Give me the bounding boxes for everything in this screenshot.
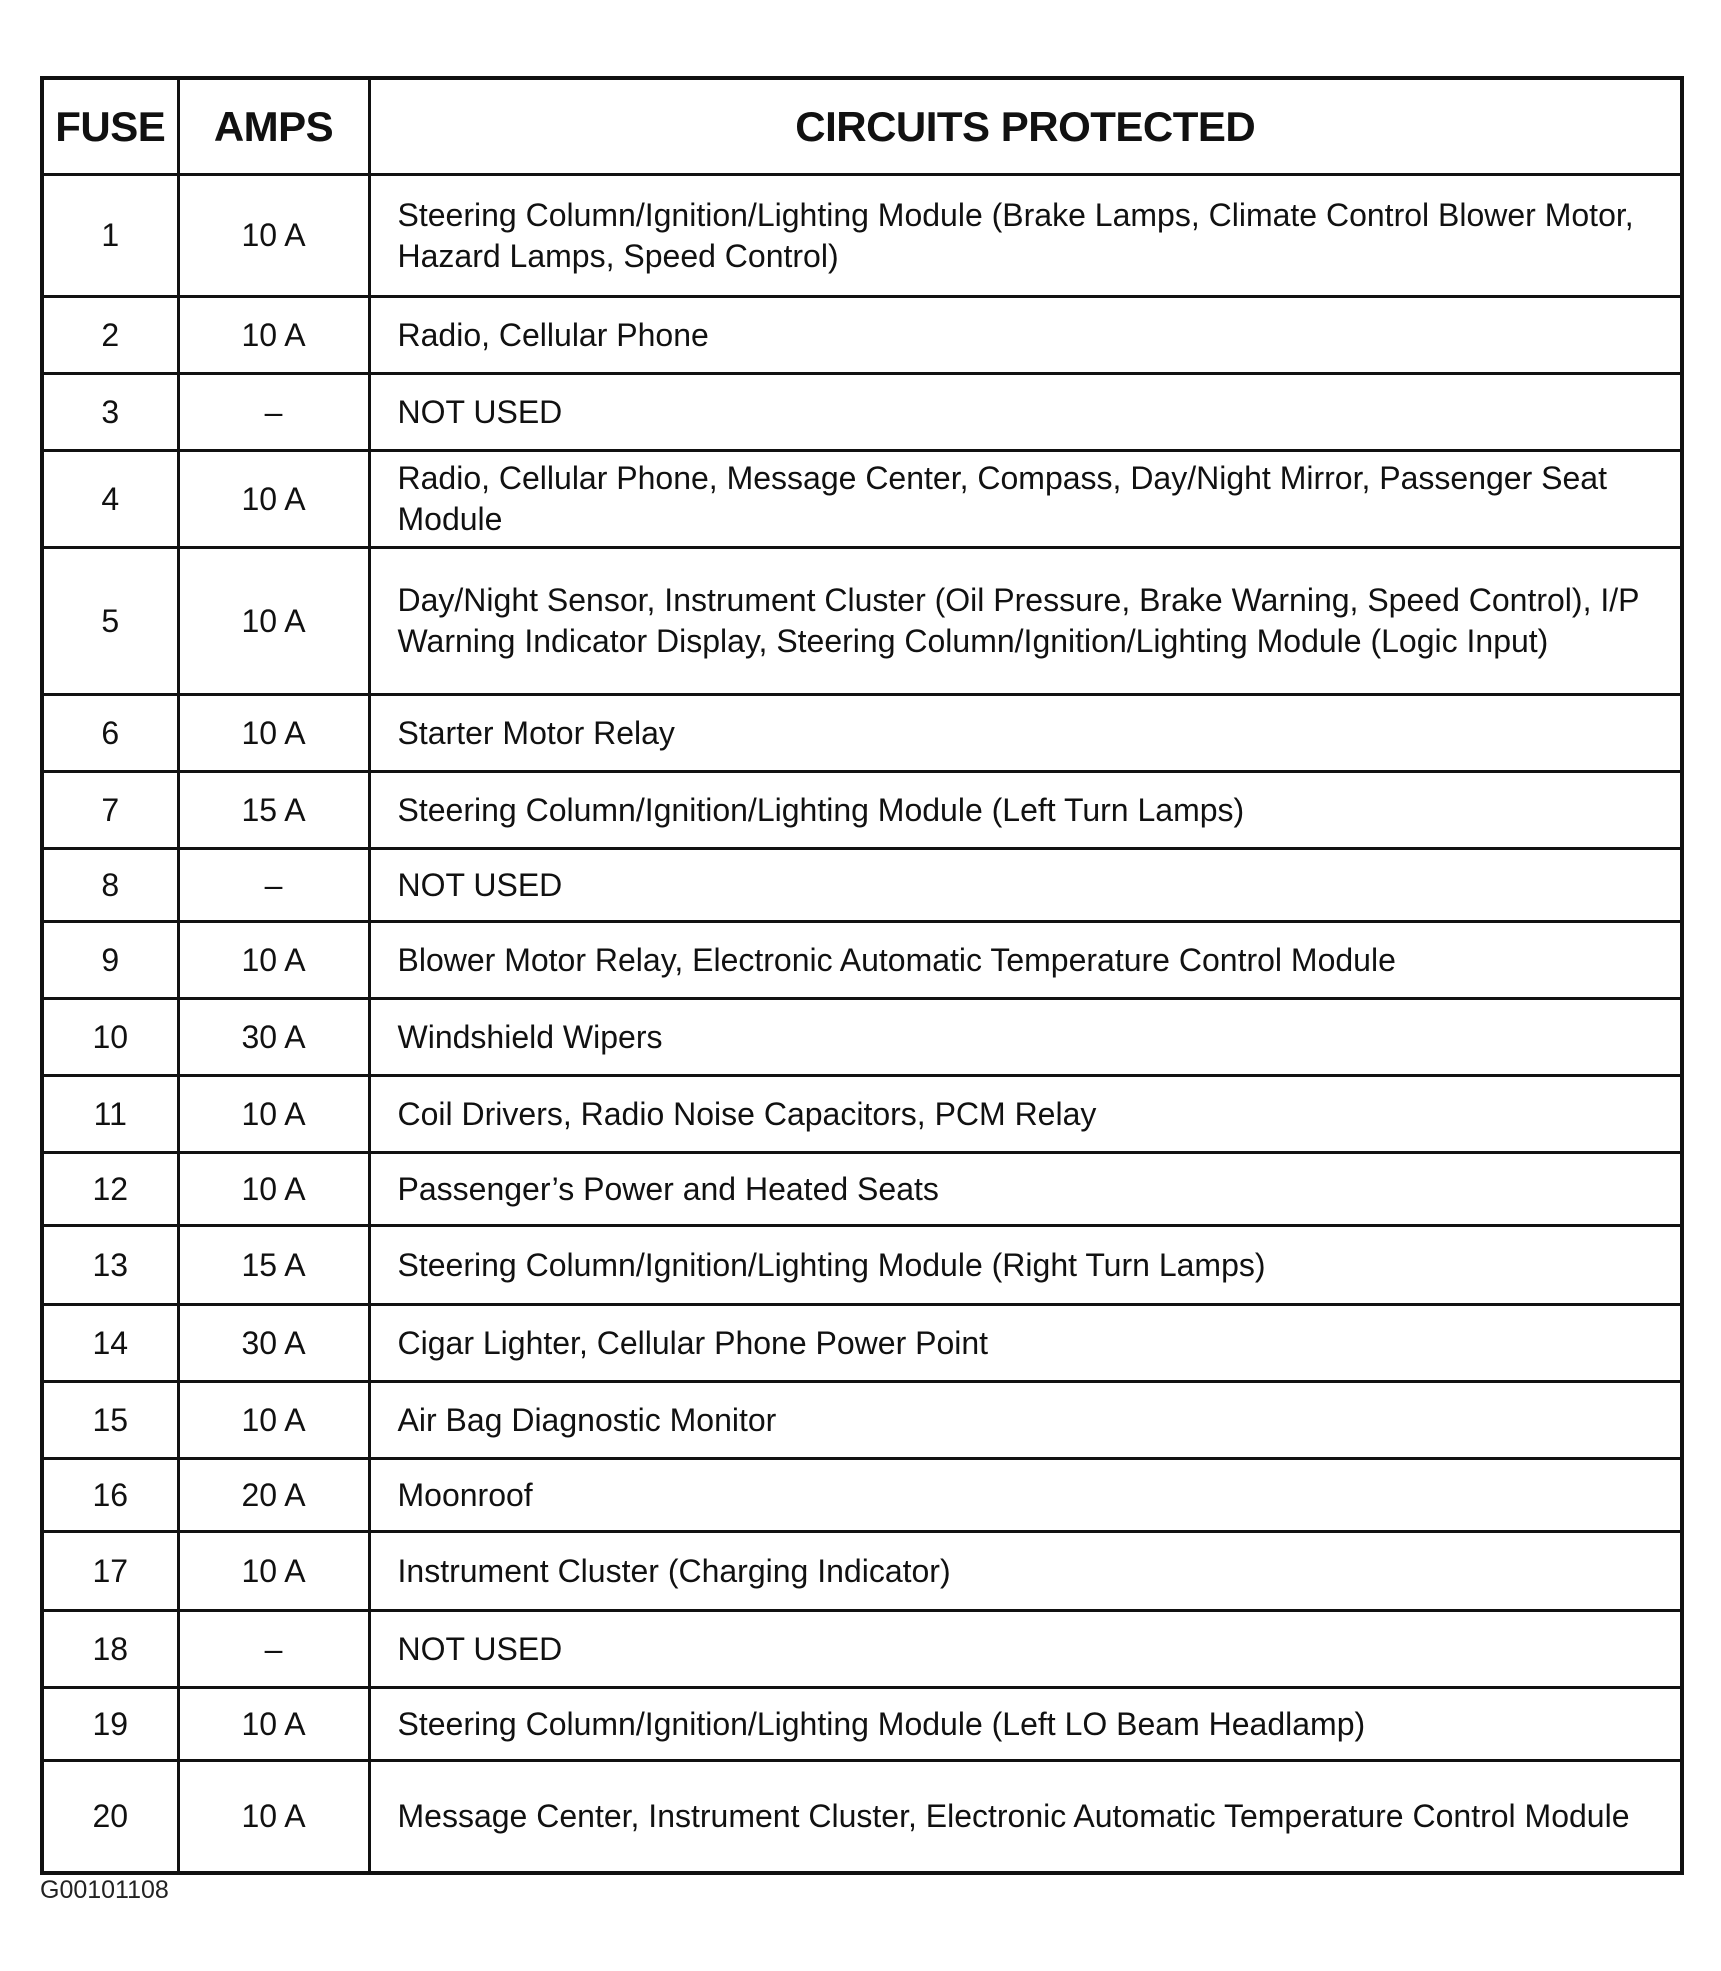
fuse-amps: 10 A (178, 1382, 369, 1459)
fuse-number: 15 (42, 1382, 178, 1459)
table-row (42, 1153, 1682, 1226)
fuse-number: 2 (42, 297, 178, 374)
column-header-amps: AMPS (178, 78, 369, 175)
table-row (42, 922, 1682, 999)
fuse-number: 4 (42, 451, 178, 548)
fuse-amps: 30 A (178, 999, 369, 1076)
fuse-amps: 30 A (178, 1305, 369, 1382)
fuse-amps: 10 A (178, 1761, 369, 1873)
fuse-amps: 15 A (178, 1226, 369, 1305)
table-row (42, 1688, 1682, 1761)
table-row (42, 849, 1682, 922)
column-header-circuits: CIRCUITS PROTECTED (369, 78, 1682, 175)
table-row (42, 1382, 1682, 1459)
circuits-protected: Blower Motor Relay, Electronic Automatic Temperature Control Module (369, 922, 1682, 999)
fuse-amps: 10 A (178, 451, 369, 548)
fuse-number: 1 (42, 175, 178, 297)
fuse-amps: 10 A (178, 1076, 369, 1153)
fuse-number: 20 (42, 1761, 178, 1873)
header-row (42, 78, 1682, 175)
table-row (42, 695, 1682, 772)
table-row (42, 1532, 1682, 1611)
table-row (42, 451, 1682, 548)
circuits-protected: NOT USED (369, 849, 1682, 922)
fuse-number: 9 (42, 922, 178, 999)
fuse-amps: 10 A (178, 922, 369, 999)
table-row (42, 1761, 1682, 1873)
circuits-protected: Message Center, Instrument Cluster, Electronic Automatic Temperature Control Module (369, 1761, 1682, 1873)
column-header-fuse: FUSE (42, 78, 178, 175)
fuse-number: 5 (42, 548, 178, 695)
fuse-amps: – (178, 849, 369, 922)
fuse-number: 16 (42, 1459, 178, 1532)
fuse-number: 3 (42, 374, 178, 451)
fuse-number: 17 (42, 1532, 178, 1611)
table-row (42, 999, 1682, 1076)
circuits-protected: Steering Column/Ignition/Lighting Module (Right Turn Lamps) (369, 1226, 1682, 1305)
table-row (42, 1611, 1682, 1688)
table-row (42, 772, 1682, 849)
fuse-amps: 10 A (178, 175, 369, 297)
fuse-number: 10 (42, 999, 178, 1076)
fuse-amps: 10 A (178, 297, 369, 374)
circuits-protected: NOT USED (369, 374, 1682, 451)
circuits-protected: Air Bag Diagnostic Monitor (369, 1382, 1682, 1459)
fuse-amps: 10 A (178, 1153, 369, 1226)
table-row (42, 1459, 1682, 1532)
circuits-protected: Steering Column/Ignition/Lighting Module (Brake Lamps, Climate Control Blower Motor, Hazard Lamps, Speed Control) (369, 175, 1682, 297)
circuits-protected: Cigar Lighter, Cellular Phone Power Point (369, 1305, 1682, 1382)
table-row (42, 1076, 1682, 1153)
fuse-amps: – (178, 1611, 369, 1688)
circuits-protected: Instrument Cluster (Charging Indicator) (369, 1532, 1682, 1611)
table-row (42, 297, 1682, 374)
fuse-number: 8 (42, 849, 178, 922)
circuits-protected: Coil Drivers, Radio Noise Capacitors, PCM Relay (369, 1076, 1682, 1153)
circuits-protected: Radio, Cellular Phone, Message Center, Compass, Day/Night Mirror, Passenger Seat Module (369, 451, 1682, 548)
circuits-protected: Day/Night Sensor, Instrument Cluster (Oil Pressure, Brake Warning, Speed Control), I/P Warning Indicator Display, Steering Column/Ignition/Lighting Module (Logic Input) (369, 548, 1682, 695)
circuits-protected: Windshield Wipers (369, 999, 1682, 1076)
fuse-number: 13 (42, 1226, 178, 1305)
figure-id: G00101108 (40, 1876, 169, 1904)
circuits-protected: NOT USED (369, 1611, 1682, 1688)
fuse-number: 19 (42, 1688, 178, 1761)
circuits-protected: Starter Motor Relay (369, 695, 1682, 772)
table-row (42, 374, 1682, 451)
fuse-number: 7 (42, 772, 178, 849)
circuits-protected: Steering Column/Ignition/Lighting Module (Left Turn Lamps) (369, 772, 1682, 849)
table-row (42, 1305, 1682, 1382)
fuse-number: 12 (42, 1153, 178, 1226)
fuse-amps: – (178, 374, 369, 451)
fuse-amps: 10 A (178, 548, 369, 695)
circuits-protected: Steering Column/Ignition/Lighting Module (Left LO Beam Headlamp) (369, 1688, 1682, 1761)
circuits-protected: Moonroof (369, 1459, 1682, 1532)
fuse-amps: 10 A (178, 1532, 369, 1611)
fuse-number: 18 (42, 1611, 178, 1688)
circuits-protected: Radio, Cellular Phone (369, 297, 1682, 374)
fuse-number: 14 (42, 1305, 178, 1382)
table-row (42, 175, 1682, 297)
fuse-amps: 20 A (178, 1459, 369, 1532)
circuits-protected: Passenger’s Power and Heated Seats (369, 1153, 1682, 1226)
fuse-table (40, 76, 1684, 1875)
fuse-amps: 15 A (178, 772, 369, 849)
fuse-number: 11 (42, 1076, 178, 1153)
fuse-number: 6 (42, 695, 178, 772)
table-row (42, 548, 1682, 695)
fuse-amps: 10 A (178, 695, 369, 772)
table-row (42, 1226, 1682, 1305)
fuse-amps: 10 A (178, 1688, 369, 1761)
